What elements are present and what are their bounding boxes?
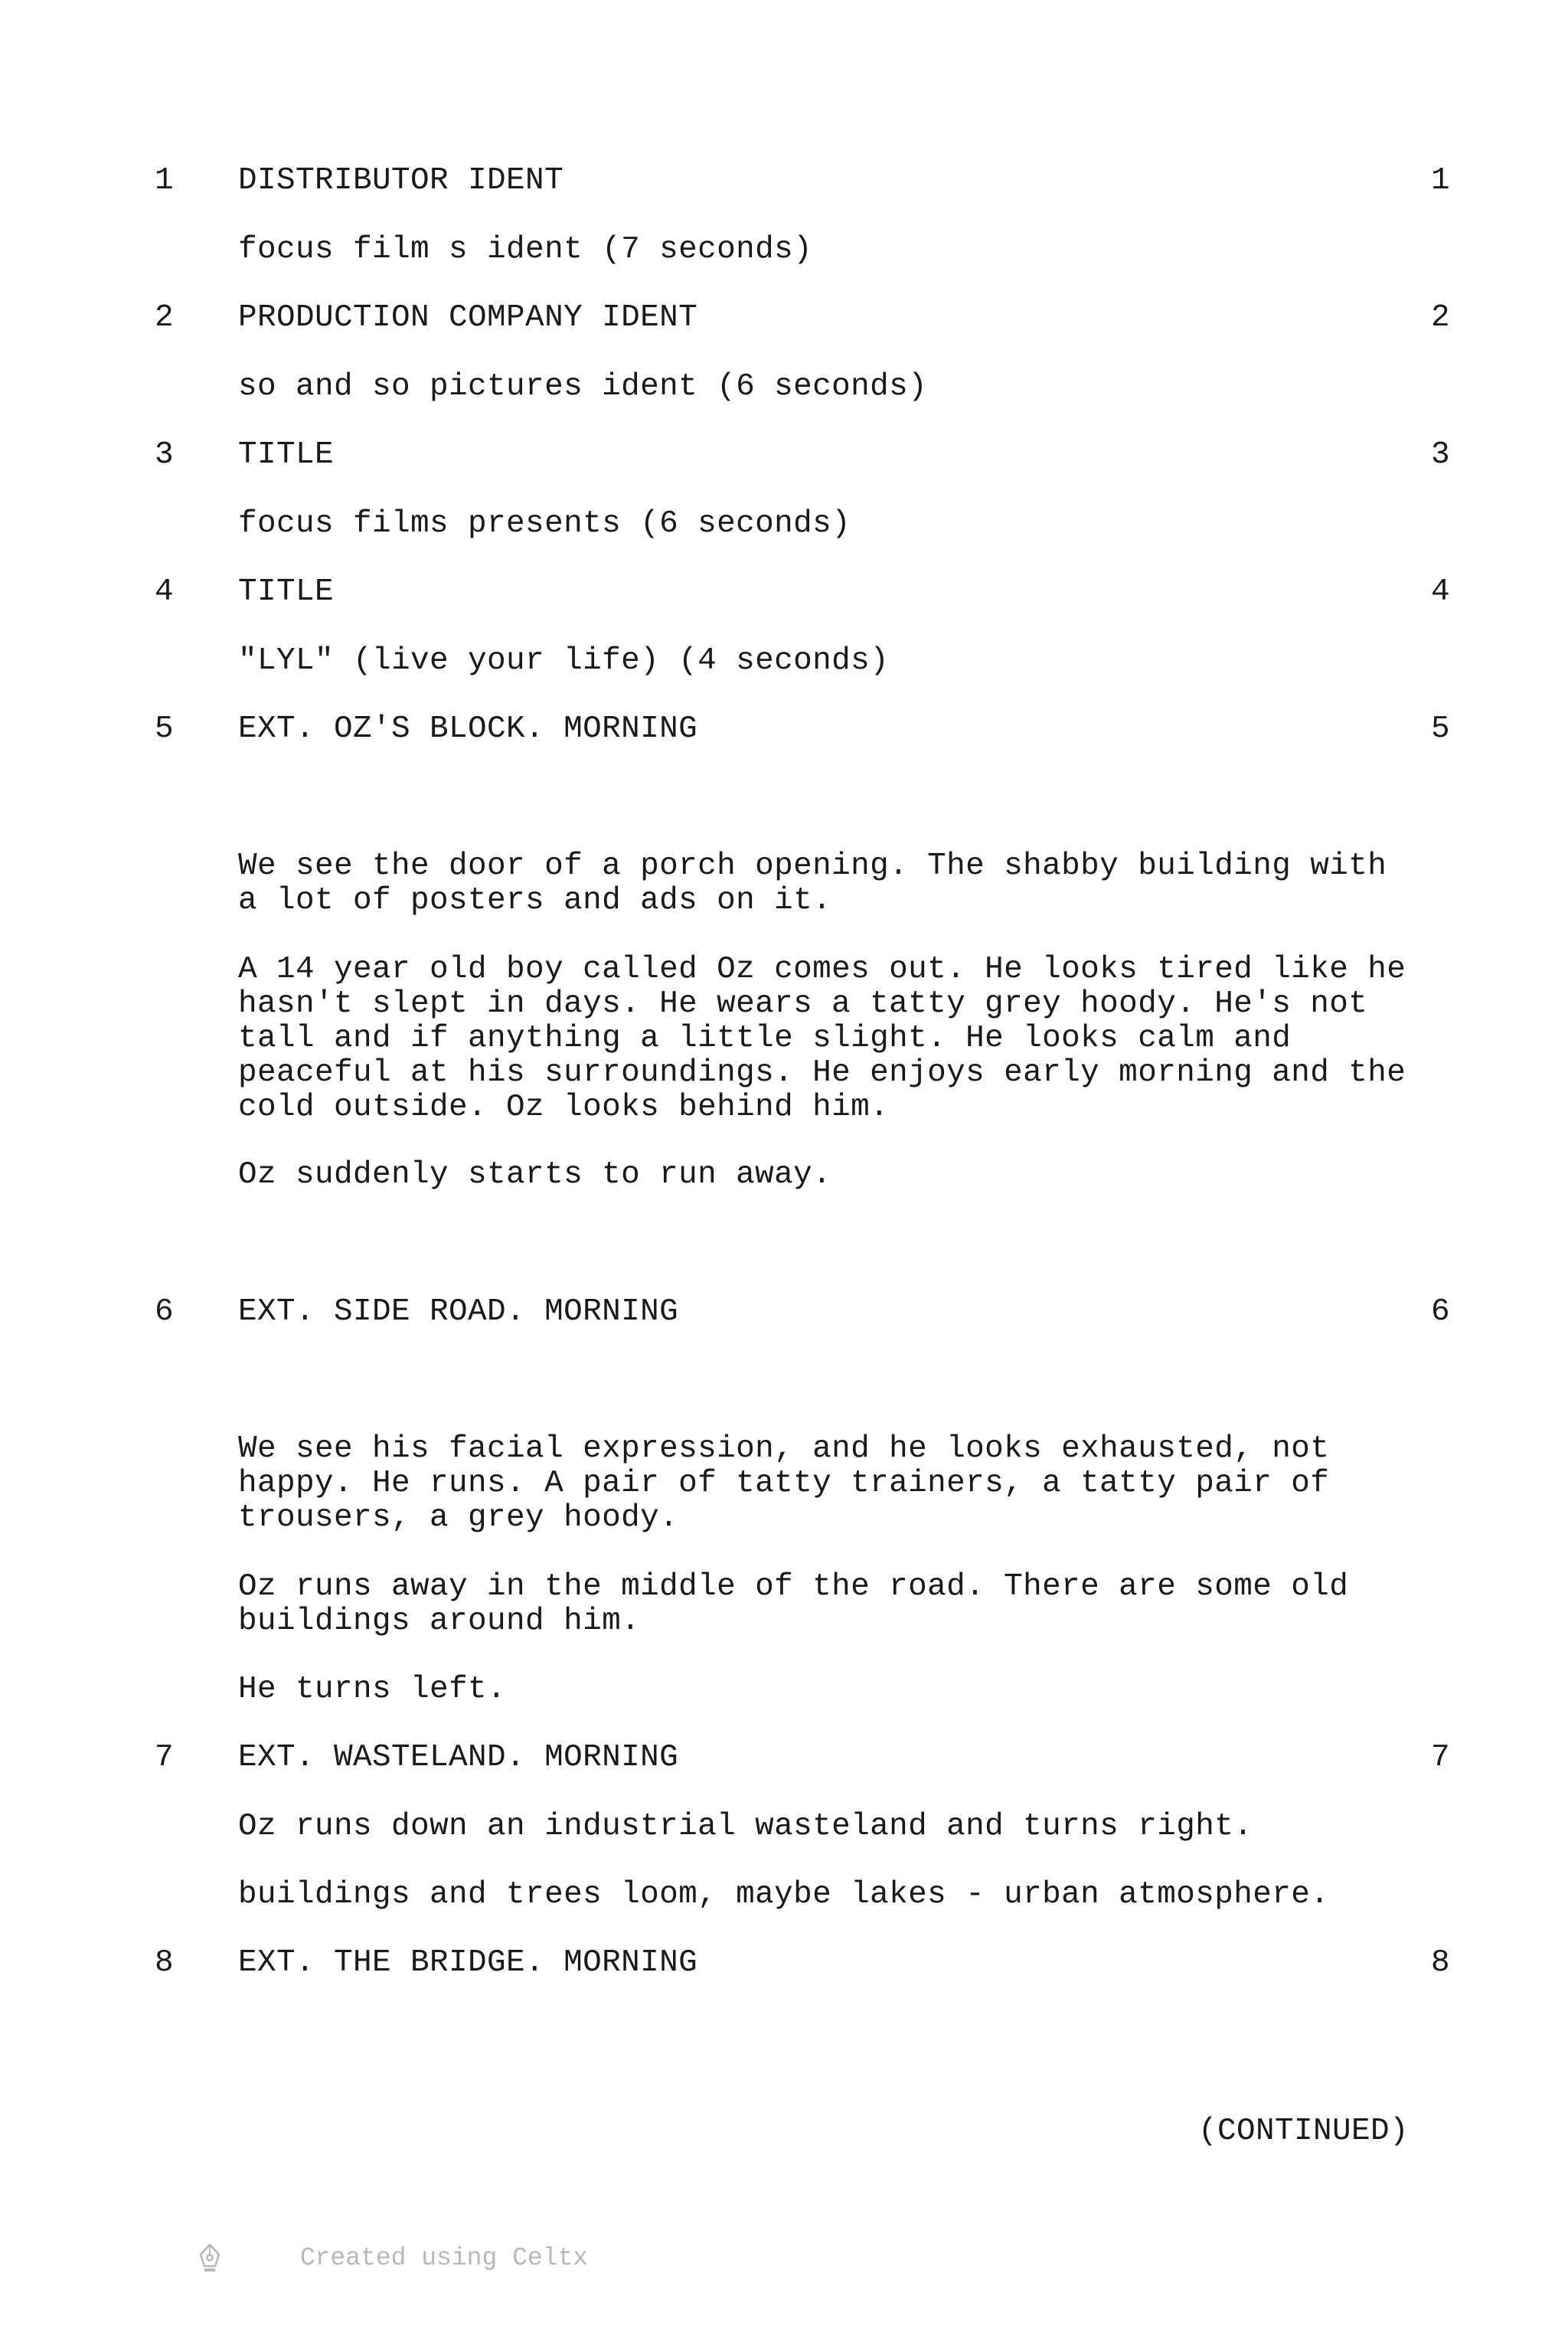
scene-number-right: 3 [1431,437,1451,473]
scene-number-left: 3 [155,437,175,473]
scene-heading: PRODUCTION COMPANY IDENT [238,300,698,335]
scene-number-right: 6 [1431,1294,1451,1330]
action-text: He turns left. [238,1672,507,1707]
scene-heading: EXT. WASTELAND. MORNING [238,1740,679,1775]
scene-number-left: 7 [155,1740,175,1775]
scene-number-left: 2 [155,300,175,335]
action-text: Oz suddenly starts to run away. [238,1157,832,1192]
action-text: focus film s ident (7 seconds) [238,232,813,267]
scene-number-left: 6 [155,1294,175,1330]
action-text: Oz runs away in the middle of the road. There are some old buildings around him. [238,1569,1349,1639]
scene-number-right: 2 [1431,300,1451,335]
scene-number-right: 7 [1431,1740,1451,1775]
scene-heading: TITLE [238,437,335,473]
footer [198,2185,588,2332]
continued-marker: (CONTINUED) [1198,2114,1410,2149]
scene-heading: EXT. OZ'S BLOCK. MORNING [238,711,698,747]
action-text: "LYL" (live your life) (4 seconds) [238,643,890,679]
scene-number-right: 4 [1431,574,1451,610]
action-text: focus films presents (6 seconds) [238,506,851,541]
scene-number-right: 8 [1431,1945,1451,1980]
scene-heading: EXT. THE BRIDGE. MORNING [238,1945,698,1980]
action-text: We see his facial expression, and he looks exhausted, not happy. He runs. A pair of tatty trainers, a tatty pair of trousers, a grey hoody. [238,1431,1330,1536]
scene-heading: TITLE [238,574,335,610]
scene-heading: EXT. SIDE ROAD. MORNING [238,1294,679,1330]
celtx-logo-icon [198,2185,289,2332]
scene-number-left: 5 [155,711,175,747]
scene-number-left: 1 [155,163,175,198]
scene-number-left: 8 [155,1945,175,1980]
scene-number-right: 1 [1431,163,1451,198]
action-text: so and so pictures ident (6 seconds) [238,369,928,404]
action-text: A 14 year old boy called Oz comes out. He looks tired like he hasn't slept in days. He wears a tatty grey hoody. He's not tall and if anything a little slight. He looks calm and peaceful at his surroundings. He enjoys early morning and the cold outside. Oz looks behind him. [238,952,1406,1125]
action-text: buildings and trees loom, maybe lakes - urban atmosphere. [238,1877,1330,1912]
scene-heading: DISTRIBUTOR IDENT [238,163,564,198]
scene-number-right: 5 [1431,711,1451,747]
footer-text: Created using Celtx [299,2244,589,2272]
scene-number-left: 4 [155,574,175,610]
action-text: We see the door of a porch opening. The shabby building with a lot of posters and ads on it. [238,849,1387,918]
action-text: Oz runs down an industrial wasteland and turns right. [238,1809,1253,1844]
